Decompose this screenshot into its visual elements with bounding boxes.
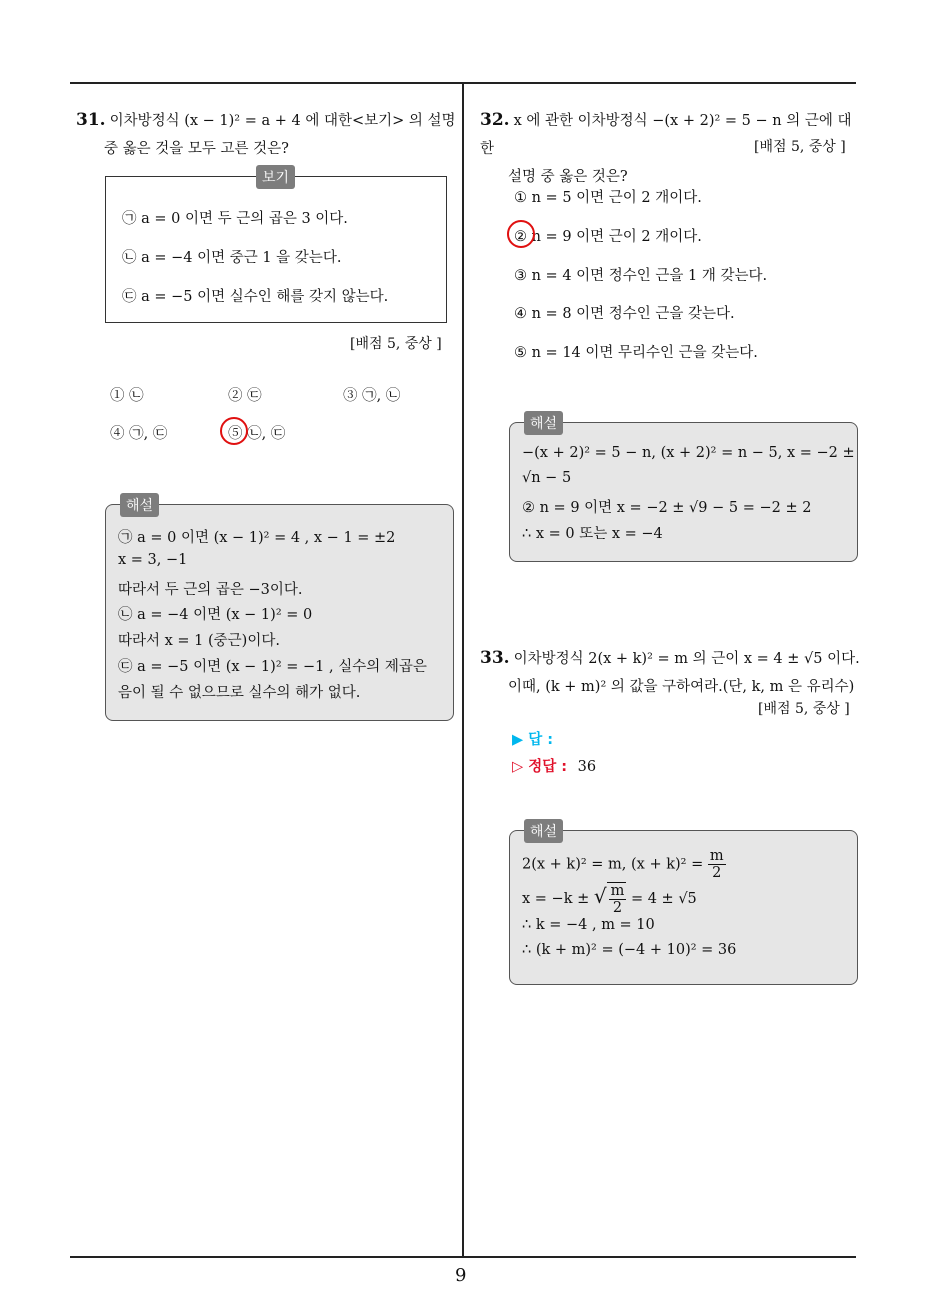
q31-bogi-item-3: ㉢ a = −5 이면 실수인 해를 갖지 않는다.: [122, 289, 389, 305]
q33-explain-2: [522, 882, 697, 916]
q31-explain-1: ㉠ a = 0 이면 (x − 1)² = 4 , x − 1 = ±2: [118, 530, 396, 546]
q31-choice-4[interactable]: ④ ㉠, ㉢: [110, 426, 168, 442]
q32-choice-4[interactable]: ④ n = 8 이면 정수인 근을 갖는다.: [514, 306, 735, 322]
q32-explanation-label: 해설: [524, 411, 563, 435]
q33-correct-label: ▷ 정답 :: [512, 759, 568, 775]
q33-explain-1: [522, 848, 726, 881]
q31-line2: 중 옳은 것을 모두 고른 것은?: [104, 141, 289, 157]
q32-choice-2[interactable]: ② n = 9 이면 근이 2 개이다.: [514, 229, 702, 245]
q32-explain-1: −(x + 2)² = 5 − n, (x + 2)² = n − 5, x = −2 ±: [522, 445, 855, 461]
q31-explain-5: 따라서 x = 1 (중근)이다.: [118, 633, 280, 649]
q31-bogi-item-1: ㉠ a = 0 이면 두 근의 곱은 3 이다.: [122, 211, 348, 227]
page-number: 9: [455, 1265, 467, 1286]
q33-explain-2-right: = 4 ± √5: [630, 891, 697, 907]
q31-number: 31.: [76, 110, 106, 130]
q31-explain-3: 따라서 두 근의 곱은 −3이다.: [118, 582, 303, 598]
q31-stem: [76, 106, 456, 163]
q31-choice-2[interactable]: ② ㉢: [228, 388, 262, 404]
q32-line1: x 에 관한 이차방정식 −(x + 2)² = 5 − n 의 근에 대한: [480, 113, 852, 157]
q33-frac-numerator: m: [709, 848, 724, 864]
q32-line2: 설명 중 옳은 것은?: [508, 169, 628, 185]
q33-sqrt-denominator: 2: [612, 900, 623, 916]
q33-explanation-label: 해설: [524, 819, 563, 843]
q33-number: 33.: [480, 648, 510, 668]
q31-bogi-item-2: ㉡ a = −4 이면 중근 1 을 갖는다.: [122, 250, 342, 266]
q33-explain-2-left: x = −k ±: [522, 891, 590, 907]
q32-explain-2-text: √n − 5: [522, 470, 572, 486]
q31-choice-1[interactable]: ① ㉡: [110, 388, 144, 404]
q32-selected-answer-mark: [507, 220, 535, 248]
column-divider: [462, 82, 464, 1258]
q33-frac-denominator: 2: [712, 865, 722, 881]
q33-explain-3: ∴ k = −4 , m = 10: [522, 917, 655, 933]
q33-correct-value: 36: [577, 759, 597, 775]
q32-choice-3[interactable]: ③ n = 4 이면 정수인 근을 1 개 갖는다.: [514, 268, 768, 284]
q33-sqrt-fraction: [607, 882, 627, 916]
q32-explain-3: ② n = 9 이면 x = −2 ± √9 − 5 = −2 ± 2: [522, 500, 812, 516]
q32-choice-5[interactable]: ⑤ n = 14 이면 무리수인 근을 갖는다.: [514, 345, 758, 361]
q31-score: [배점 5, 중상 ]: [350, 336, 442, 352]
q33-answer-label: ▶ 답 :: [512, 732, 554, 748]
q32-explain-2: [522, 470, 571, 486]
q33-explain-1-fraction: [708, 848, 726, 881]
q31-explanation-label: 해설: [120, 493, 159, 517]
q31-bogi-label: 보기: [256, 165, 295, 189]
q33-line2: 이때, (k + m)² 의 값을 구하여라.(단, k, m 은 유리수): [508, 679, 855, 695]
q33-line1: 이차방정식 2(x + k)² = m 의 근이 x = 4 ± √5 이다.: [513, 651, 860, 667]
bottom-rule: [70, 1256, 856, 1258]
q31-explain-4: ㉡ a = −4 이면 (x − 1)² = 0: [118, 607, 313, 623]
q31-choice-5[interactable]: ⑤ ㉡, ㉢: [228, 426, 286, 442]
q31-explain-2: x = 3, −1: [118, 552, 188, 568]
q31-line1: 이차방정식 (x − 1)² = a + 4 에 대한<보기> 의 설명: [109, 113, 456, 129]
q33-score: [배점 5, 중상 ]: [758, 701, 850, 717]
q33-sqrt-numerator: m: [610, 883, 625, 899]
q33-stem: [480, 644, 870, 701]
q32-score: [배점 5, 중상 ]: [754, 139, 846, 155]
q32-explain-4: ∴ x = 0 또는 x = −4: [522, 526, 663, 542]
q31-explain-6: ㉢ a = −5 이면 (x − 1)² = −1 , 실수의 제곱은: [118, 659, 427, 675]
q33-sqrt-sign: √: [593, 884, 607, 908]
q33-explain-1-text: 2(x + k)² = m, (x + k)² =: [522, 856, 704, 873]
q31-choice-3[interactable]: ③ ㉠, ㉡: [343, 388, 401, 404]
q31-selected-answer-mark: [220, 417, 248, 445]
q32-choice-1[interactable]: ① n = 5 이면 근이 2 개이다.: [514, 190, 702, 206]
q33-explain-4: ∴ (k + m)² = (−4 + 10)² = 36: [522, 942, 737, 958]
q31-explain-7: 음이 될 수 없으므로 실수의 해가 없다.: [118, 685, 361, 701]
q32-number: 32.: [480, 110, 510, 130]
q33-correct-row: [512, 755, 596, 776]
